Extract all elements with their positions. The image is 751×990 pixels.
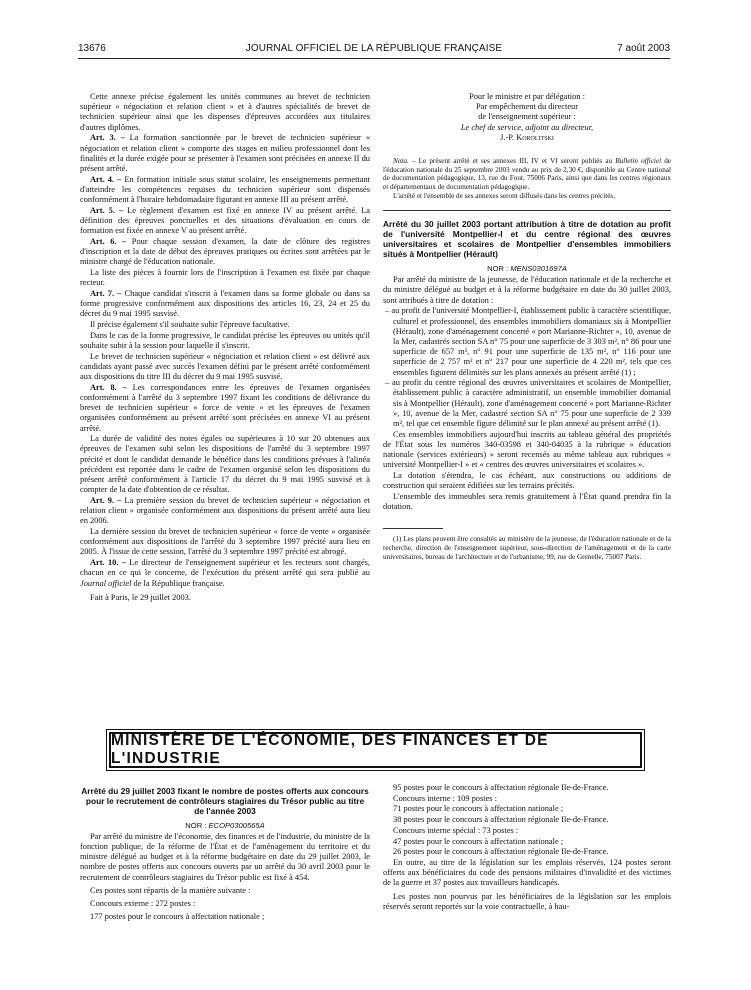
article-7: Art. 7. – Chaque candidat s'inscrit à l'examen dans sa forme globale ou dans sa forme progressive conformément aux dispositions des articles 16, 23, 24 et 25 du décret du 9 mai 1995 susvisé. (80, 288, 370, 319)
header-rule (78, 58, 670, 59)
page-number: 13676 (78, 43, 106, 54)
signature-place-date: Fait à Paris, le 29 juillet 2003. (90, 592, 191, 602)
paragraph: Les postes non pourvus par les bénéficiaires de la législation sur les emplois réservés seront reportés sur la voie contractuelle, à hau- (383, 891, 671, 911)
list-item: Concours interne : 109 postes : (393, 793, 497, 803)
footnote-rule (383, 528, 443, 529)
list-item: 38 postes pour le concours à affectation régionale Ile-de-France. (393, 815, 609, 825)
journal-title: JOURNAL OFFICIEL DE LA RÉPUBLIQUE FRANÇAISE (245, 43, 503, 54)
right-column (383, 92, 671, 562)
list-item: 26 postes pour le concours à affectation régionale Ile-de-France. (393, 847, 609, 857)
arrete-title: Arrêté du 30 juillet 2003 portant attribution à titre de dotation au profit de l'université Montpellier-I et du centre régional des œuvres universitaires et scolaires de Montpellier d'ensembles immobiliers situés à Montpellier (Hérault) (383, 219, 671, 260)
paragraph: L'ensemble des immeubles sera remis gratuitement à l'État quand prendra fin la dotation. (383, 491, 671, 512)
signature-block: Pour le ministre et par délégation : Par empêchement du directeur de l'enseignement supérieur : Le chef de service, adjoint au directeur, J.-P. Korolitski (383, 92, 671, 143)
article-4: Art. 4. – En formation initiale sous statut scolaire, les enseignements permettant d'atteindre les compétences requises du technicien supérieur sont dispensés conformément à l'horaire hebdomadaire figurant en annexe III au présent arrêté. (80, 174, 370, 205)
paragraph: La liste des pièces à fournir lors de l'inscription à l'examen est fixée par chaque recteur. (80, 267, 370, 288)
paragraph: Concours externe : 272 postes : (90, 898, 196, 908)
paragraph: Par arrêté du ministre de l'économie, des finances et de l'industrie, du ministre de la fonction publique, de la réforme de l'État et de l'aménagement du territoire et du ministre délégué au budget et à la réforme budgétaire en date du 29 juillet 2003, le nombre de postes offerts aux concours ouverts par un arrêté du 30 avril 2003 pour le recrutement de contrôleurs stagiaires du Trésor public est fixé à 454. (80, 831, 370, 882)
paragraph: La durée de validité des notes égales ou supérieures à 10 sur 20 obtenues aux épreuves de l'examen subi selon les dispositions de l'arrêté du 3 septembre 1997 précité et dont le candidat demande le bénéfice dans les conditions prévues à l'alinéa précédent est reportée dans le cadre de l'examen organisé selon les dispositions du présent arrêté conformément à l'article 17 du décret du 9 mai 1995 susvisé et à compter de la date d'obtention de ce résultat. (80, 434, 370, 495)
list-item: Concours interne spécial : 73 postes : (393, 825, 519, 835)
list-item: 47 postes pour le concours à affectation nationale ; (393, 836, 564, 846)
bottom-right-column (383, 783, 671, 912)
article-5: Art. 5. – Le règlement d'examen est fixé en annexe IV au présent arrêté. La définition des épreuves ponctuelles et des situations d'évaluation en cours de formation est fixée en annexe V au présent arrêté. (80, 205, 370, 236)
arrete-title: Arrêté du 29 juillet 2003 fixant le nombre de postes offerts aux concours pour le recrutement de contrôleurs stagiaires du Trésor public au titre de l'année 2003 (81, 786, 369, 816)
footnote: (1) Les plans peuvent être consultés au ministère de la jeunesse, de l'éducation nationale et de la recherche, direction de l'enseignement supérieur, sous-direction de l'aménagement et de la carte universitaires, bureau de l'architecture et de l'urbanisme, 99, rue de Grenelle, 75007 Paris. (383, 535, 671, 561)
article-8: Art. 8. – Les correspondances entre les épreuves de l'examen organisées conformément à l'arrêté du 3 septembre 1997 fixant les conditions de délivrance du brevet de technicien supérieur « force de vente » et les épreuves de l'examen organisées conformément au présent arrêté sont précisées en annexe VI au présent arrêté. (80, 382, 371, 433)
list-item: 71 postes pour le concours à affectation nationale ; (393, 804, 564, 814)
list-item: – au profit de l'université Montpellier-I, établissement public à caractère scientifique, culturel et professionnel, des ensembles immobiliers domaniaux sis à Montpellier (Hérault), zone d'aménagement concerté « port Marianne-Richter », 10, avenue de la Mer, cadastrés section SA n° 75 pour une superficie de 3 303 m², n° 86 pour une superficie de 657 m², n° 91 pour une superficie de 135 m², n° 116 pour une superficie de 2 757 m² et n° 217 pour une superficie de 4 220 m², tels que ces ensembles figurent délimités sur les plans annexés au présent arrêté (1) ; (385, 306, 671, 377)
left-column (80, 92, 370, 603)
article-10: Art. 10. – Le directeur de l'enseignement supérieur et les recteurs sont chargés, chacun en ce qui le concerne, de l'exécution du présent arrêté qui sera publié au Journal officiel de la République française. (80, 558, 371, 588)
paragraph: La dotation s'étendra, le cas échéant, aux constructions ou additions de construction qui seraient édifiées sur les terrains précités. (383, 471, 671, 491)
paragraph: En outre, au titre de la législation sur les emplois réservés, 124 postes seront offerts aux bénéficiaires du code des pensions militaires d'invalidité et des victimes de la guerre et 37 postes aux travailleurs handicapés. (383, 857, 671, 888)
paragraph: Ces postes sont répartis de la manière suivante : (90, 885, 251, 895)
list-item: – au profit du centre régional des œuvres universitaires et scolaires de Montpellier, établissement public à caractère administratif, un ensemble immobilier domanial sis à Montpellier (Hérault), zone d'aménagement concerté « port Marianne-Richter », 10, avenue de la Mer, cadastré section SA n° 75 pour une superficie de 2 339 m², tel que cet ensemble figure délimité sur le plan annexé au présent arrêté (1). (385, 378, 671, 429)
paragraph: Le brevet de technicien supérieur « négociation et relation client » est délivré aux candidats ayant passé avec succès l'examen défini par le présent arrêté conformément aux dispositions du titre III du décret du 9 mai 1995 susvisé. (80, 351, 370, 381)
list-item: 95 postes pour le concours à affectation régionale Ile-de-France. (393, 783, 609, 792)
nor-reference: NOR : ECOP0300565A (185, 821, 265, 830)
article-6: Art. 6. – Pour chaque session d'examen, la date de clôture des registres d'inscription et la date de début des épreuves pratiques ou écrites sont arrêtées par le ministre chargé de l'éducation nationale. (80, 236, 371, 267)
paragraph: La dernière session du brevet de technicien supérieur « force de vente » organisée conformément aux dispositions de l'arrêté du 3 septembre 1997 précité aura lieu en 2005. À l'issue de cette session, l'arrêté du 3 septembre 1997 précité est abrogé. (80, 527, 370, 557)
paragraph: Ces ensembles immobiliers aujourd'hui inscrits au tableau général des propriétés de l'État sous les numéros 340-03598 et 340-04035 à la rubrique « éducation nationale (services extérieurs) » seront recensés au même tableau aux rubriques « université Montpellier-I » et « centres des œuvres universitaires et scolaires ». (383, 429, 671, 470)
paragraph: Il précise également s'il souhaite subir l'épreuve facultative. (90, 319, 290, 329)
paragraph: Cette annexe précise également les unités communes au brevet de technicien supérieur « négociation et relation client » et à d'autres spécialités de brevet de technicien supérieur ainsi que les dispenses d'épreuves accordées aux titulaires d'autres diplômes. (80, 92, 370, 132)
ministry-banner: MINISTÈRE DE L'ÉCONOMIE, DES FINANCES ET DE L'INDUSTRIE (109, 732, 642, 768)
paragraph: Dans le cas de la forme progressive, le candidat précise les épreuves ou unités qu'il souhaite subir à la session pour laquelle il s'inscrit. (80, 330, 370, 350)
paragraph: 177 postes pour le concours à affectation nationale ; (90, 912, 265, 922)
section-divider (383, 210, 671, 211)
page-header (78, 43, 670, 57)
paragraph: Par arrêté du ministre de la jeunesse, de l'éducation nationale et de la recherche et du ministre délégué au budget et à la réforme budgétaire en date du 30 juillet 2003, sont attribués à titre de dotation : (383, 275, 671, 305)
nor-reference: NOR : MENS0301697A (487, 264, 567, 274)
signatory-name: J.-P. Korolitski (500, 132, 554, 142)
bottom-left-column (80, 786, 370, 923)
nota-block: Nota. – Le présent arrêté et ses annexes III, IV et VI seront publiés au Bulletin officiel de l'éducation nationale du 25 septembre 2003 vendu au prix de 2,30 €, disponible au Centre national de documentation pédagogique, 13, rue du Four, 75006 Paris, ainsi que dans les centres régionaux et départementaux de documentation pédagogique. L'arrêté et l'ensemble de ses annexes seront diffusés dans les centres précités. (383, 157, 671, 200)
article-9: Art. 9. – La première session du brevet de technicien supérieur « négociation et relation client » organisée conformément aux dispositions du présent arrêté aura lieu en 2006. (80, 495, 370, 526)
issue-date: 7 août 2003 (617, 43, 670, 54)
article-3: Art. 3. – La formation sanctionnée par le brevet de technicien supérieur « négociation et relation client » comporte des stages en milieu professionnel dont les finalités et la durée exigée pour se présenter à l'examen sont précisées en annexe II du présent arrêté. (80, 133, 371, 173)
